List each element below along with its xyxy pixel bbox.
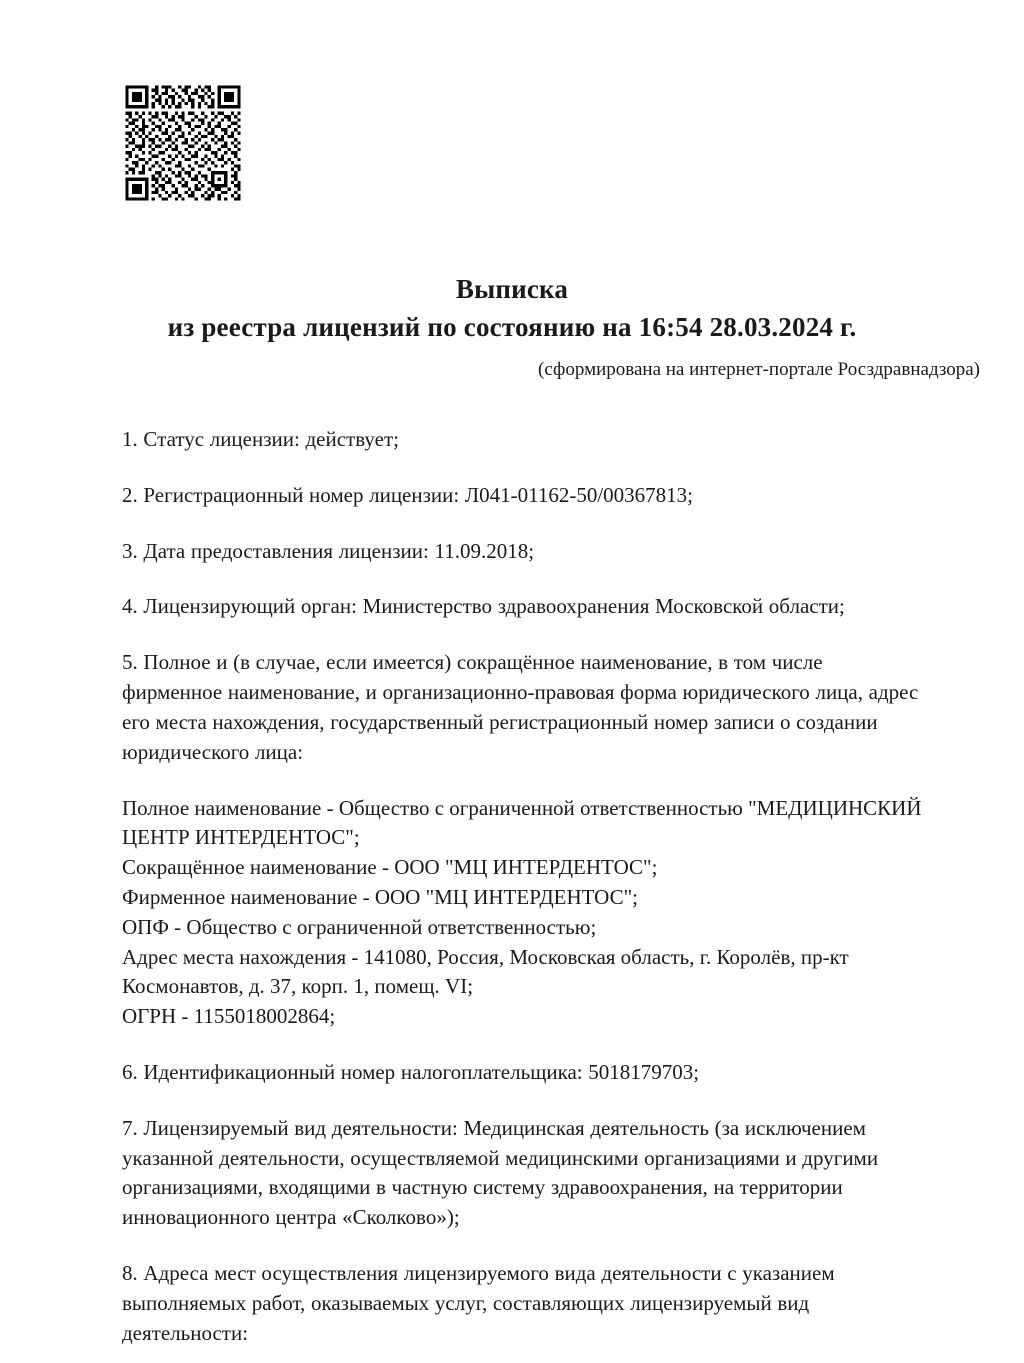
page-subtitle-heading: из реестра лицензий по состоянию на 16:54 28.03.2024 г. bbox=[167, 312, 857, 343]
item-6-taxpayer-number: 6. Идентификационный номер налогоплательщика: 5018179703; bbox=[122, 1060, 700, 1084]
item-7-licensed-activity: 7. Лицензируемый вид деятельности: Медицинская деятельность (за исключением указанной деятельности, осуществляемой медицинскими организациями и другими организациями, входящими в частную систему здравоохранения, на территории инновационного центра «Сколково»); bbox=[122, 1115, 879, 1230]
organization-short-name: Сокращённое наименование - ООО "МЦ ИНТЕРДЕНТОС"; bbox=[122, 855, 658, 880]
organization-brand-name: Фирменное наименование - ООО "МЦ ИНТЕРДЕНТОС"; bbox=[122, 884, 639, 909]
item-4-licensing-authority: 4. Лицензирующий орган: Министерство здравоохранения Московской области; bbox=[122, 594, 845, 619]
document-body bbox=[122, 425, 938, 1349]
page-title: Выписка bbox=[455, 274, 569, 304]
organization-legal-form: ОПФ - Общество с ограниченной ответственностью; bbox=[122, 914, 597, 939]
item-8-activity-addresses: 8. Адреса мест осуществления лицензируемого вида деятельности с указанием выполняемых работ, оказываемых услуг, составляющих лицензируемый вид деятельности: bbox=[122, 1261, 835, 1345]
item-3-issue-date: 3. Дата предоставления лицензии: 11.09.2018; bbox=[122, 538, 535, 563]
item-5-names-and-legal-form: 5. Полное и (в случае, если имеется) сокращённое наименование, в том числе фирменное наименование, и организационно-правовая форма юридического лица, адрес его места нахождения, государственный регистрационный номер записи о создании юридического лица: bbox=[122, 650, 919, 764]
item-1-license-status: 1. Статус лицензии: действует; bbox=[122, 427, 399, 451]
organization-address: Адрес места нахождения - 141080, Россия, Московская область, г. Королёв, пр-кт Космонавтов, д. 37, корп. 1, помещ. VI; bbox=[122, 944, 849, 999]
organization-full-name: Полное наименование - Общество с ограниченной ответственностью "МЕДИЦИНСКИЙ ЦЕНТР ИНТЕРДЕНТОС"; bbox=[122, 795, 922, 850]
source-note: (сформирована на интернет-портале Росздравнадзора) bbox=[538, 359, 980, 380]
item-2-registration-number: 2. Регистрационный номер лицензии: Л041-01162-50/00367813; bbox=[122, 482, 693, 507]
organization-ogrn: ОГРН - 1155018002864; bbox=[122, 1004, 336, 1029]
document-title-block bbox=[0, 272, 1024, 346]
qr-code-icon bbox=[122, 82, 244, 204]
organization-details bbox=[122, 794, 938, 1033]
